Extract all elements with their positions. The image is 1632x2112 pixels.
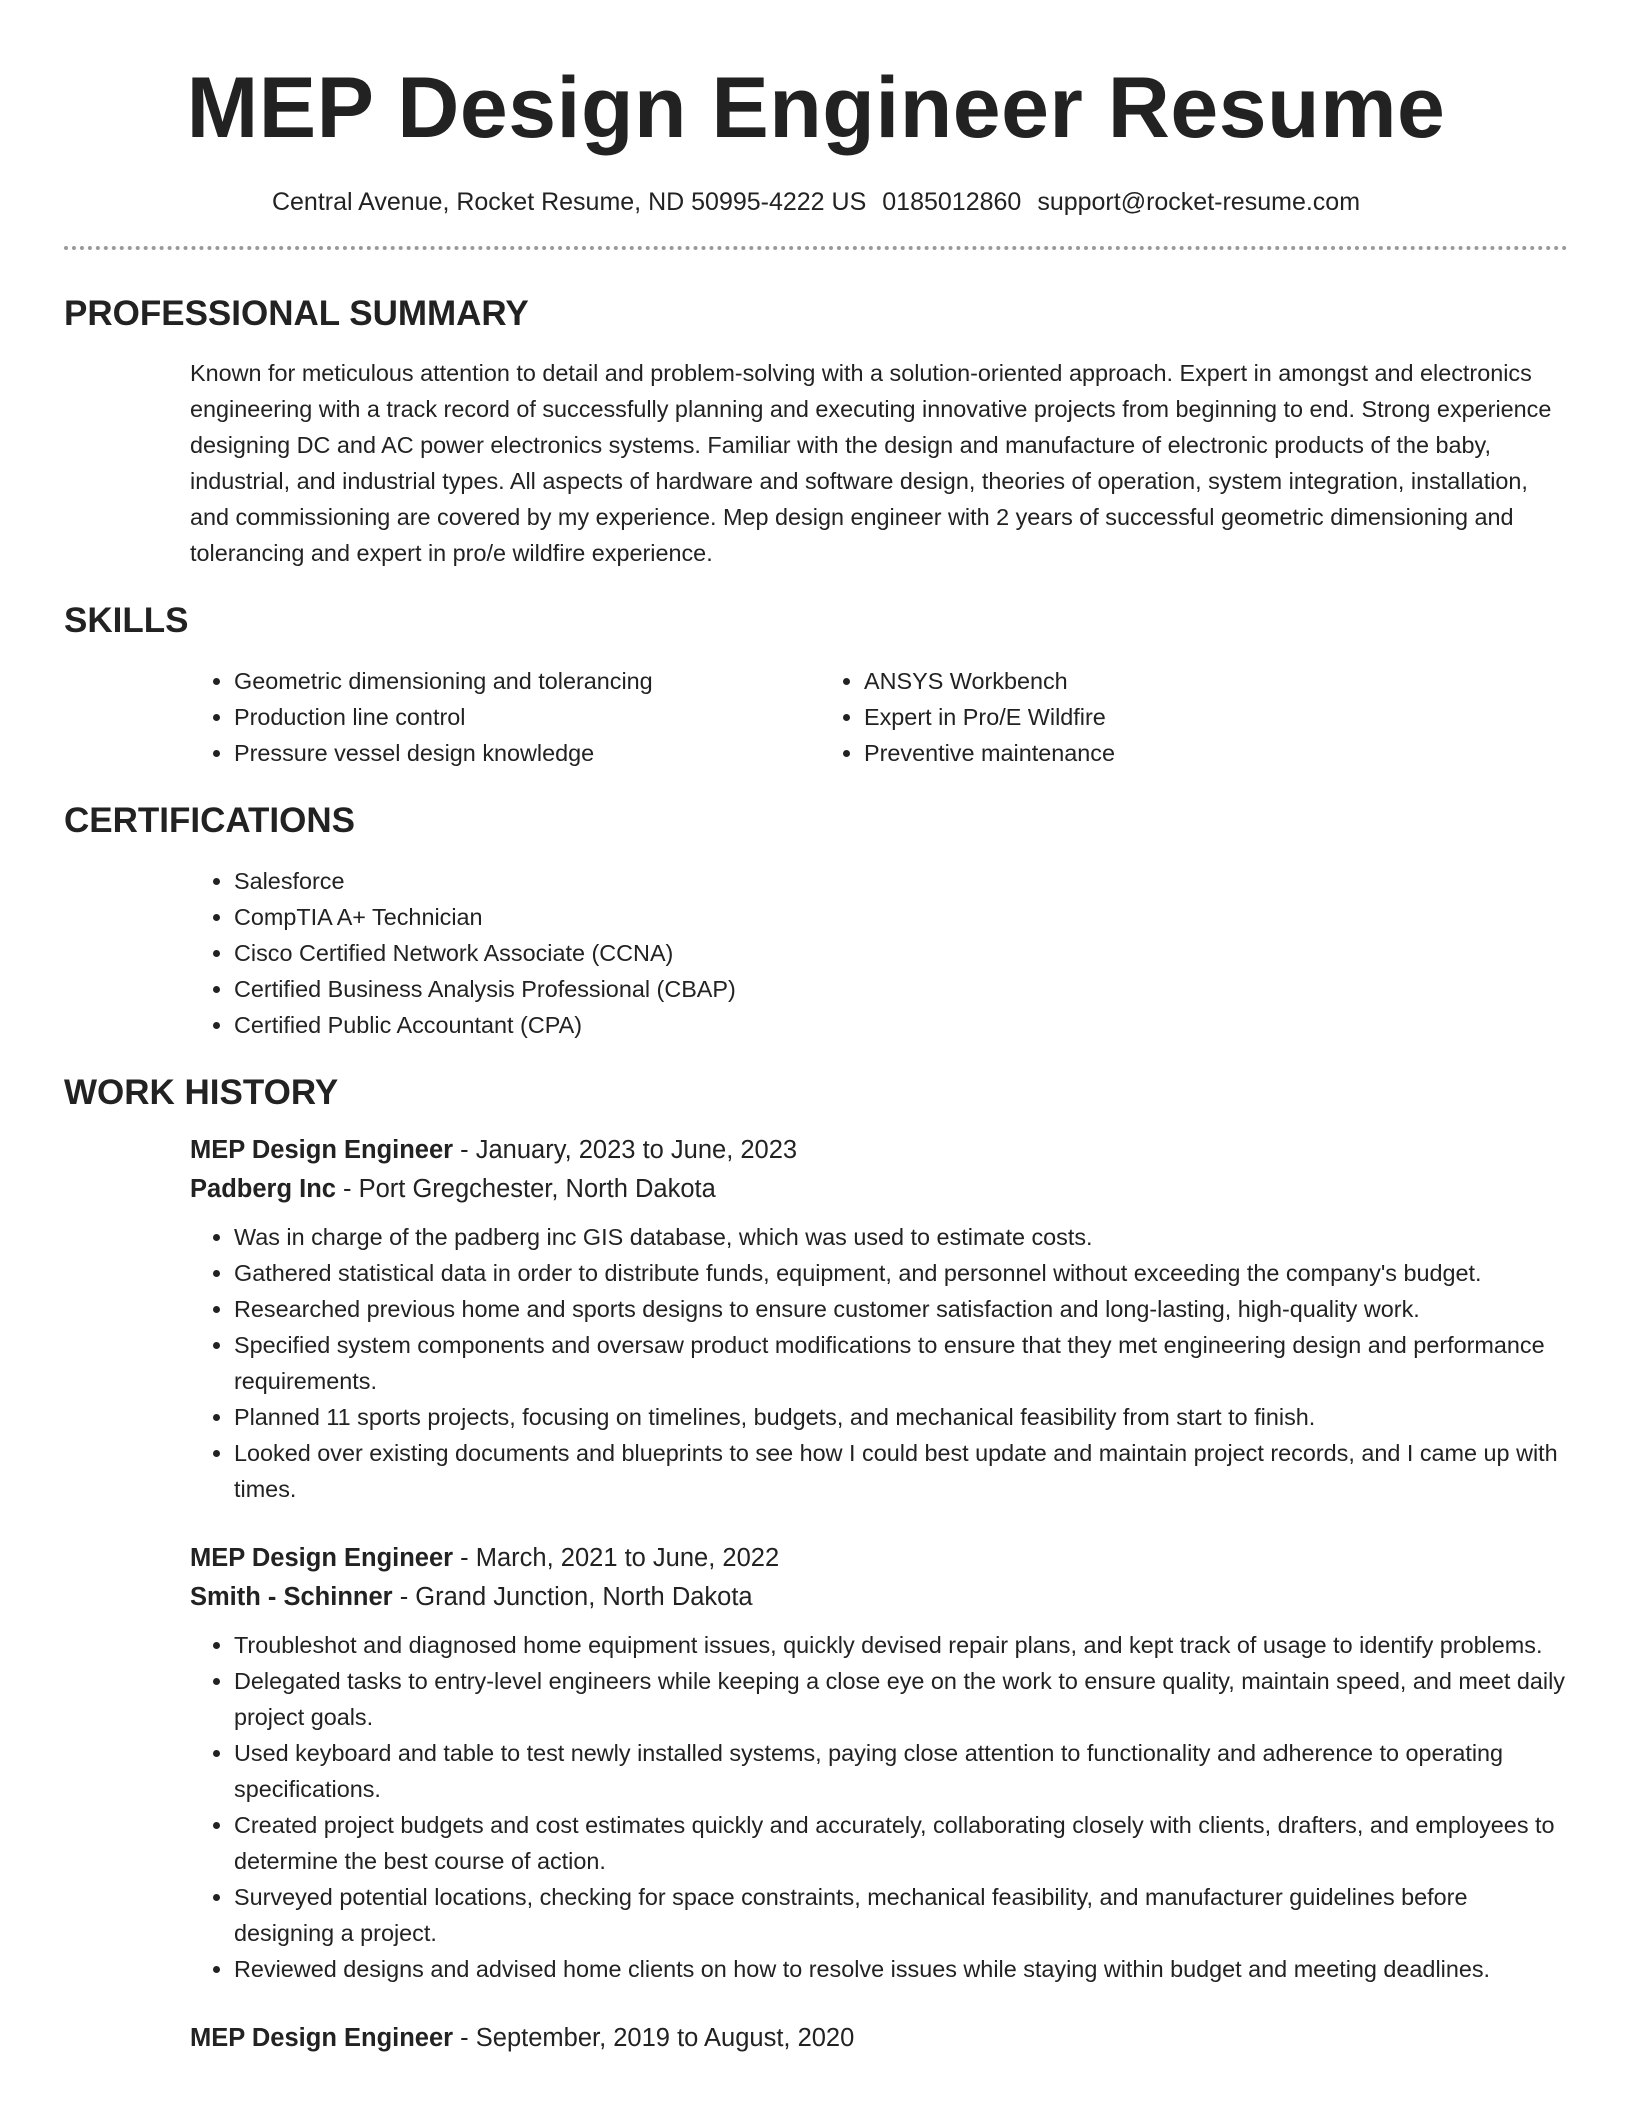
list-item: • Salesforce — [234, 863, 1568, 899]
summary-section — [64, 294, 1568, 571]
job-entry — [64, 1539, 1568, 1987]
job-bullets — [64, 1219, 1568, 1507]
list-item: • ANSYS Workbench — [864, 663, 1464, 699]
skills-list-right — [694, 663, 1464, 771]
list-item: • Certified Business Analysis Professional (CBAP) — [234, 971, 1568, 1007]
job-dates: - March, 2021 to June, 2022 — [453, 1544, 780, 1572]
job-location: - Grand Junction, North Dakota — [392, 1583, 753, 1611]
list-item: • Specified system components and oversaw product modifications to ensure that they met engineering design and performance requirements. — [234, 1327, 1568, 1399]
list-item: • Gathered statistical data in order to distribute funds, equipment, and personnel without exceeding the company's budget. — [234, 1255, 1568, 1291]
contact-address: Central Avenue, Rocket Resume, ND 50995-4222 US — [271, 188, 867, 216]
job-entry — [64, 2019, 1568, 2058]
list-item: • Certified Public Accountant (CPA) — [234, 1007, 1568, 1043]
job-title-line — [190, 1131, 1568, 1170]
job-title: MEP Design Engineer — [190, 2024, 454, 2052]
list-item: • Used keyboard and table to test newly installed systems, paying close attention to functionality and adherence to operating specifications. — [234, 1735, 1568, 1807]
skills-grid — [64, 663, 1568, 771]
list-item: • Planned 11 sports projects, focusing on timelines, budgets, and mechanical feasibility from start to finish. — [234, 1399, 1568, 1435]
work-history-heading: WORK HISTORY — [64, 1073, 339, 1112]
list-item: • Surveyed potential locations, checking for space constraints, mechanical feasibility, and manufacturer guidelines before designing a project. — [234, 1879, 1568, 1951]
job-title-line — [190, 1539, 1568, 1578]
job-entry — [64, 1131, 1568, 1507]
list-item: • CompTIA A+ Technician — [234, 899, 1568, 935]
job-title: MEP Design Engineer — [190, 1136, 454, 1164]
summary-text: Known for meticulous attention to detail and problem-solving with a solution-oriented approach. Expert in amongst and electronics engineering with a track record of successfully planning and executing innovative projects from beginning to end. Strong experience designing DC and AC power electronics systems. Familiar with the design and manufacture of electronic products of the baby, industrial, and industrial types. All aspects of hardware and software design, theories of operation, system integration, installation, and commissioning are covered by my experience. Mep design engineer with 2 years of successful geometric dimensioning and tolerancing and expert in pro/e wildfire experience. — [190, 360, 1552, 566]
job-company: Smith - Schinner — [190, 1583, 393, 1611]
job-bullets — [64, 1627, 1568, 1987]
list-item: • Delegated tasks to entry-level engineers while keeping a close eye on the work to ensure quality, maintain speed, and meet daily project goals. — [234, 1663, 1568, 1735]
list-item: • Reviewed designs and advised home clients on how to resolve issues while staying within budget and meeting deadlines. — [234, 1951, 1568, 1987]
skills-heading: SKILLS — [64, 601, 189, 640]
contact-line — [64, 186, 1568, 218]
contact-phone: 0185012860 — [882, 188, 1022, 216]
skills-section — [64, 601, 1568, 771]
job-dates: - January, 2023 to June, 2023 — [453, 1136, 798, 1164]
list-item: • Created project budgets and cost estimates quickly and accurately, collaborating closely with clients, drafters, and employees to determine the best course of action. — [234, 1807, 1568, 1879]
header-divider — [64, 246, 1568, 250]
job-location: - Port Gregchester, North Dakota — [335, 1175, 716, 1203]
list-item: • Geometric dimensioning and tolerancing — [234, 663, 744, 699]
page-title: MEP Design Engineer Resume — [186, 60, 1446, 156]
job-company-line — [190, 1578, 1568, 1617]
list-item: • Researched previous home and sports designs to ensure customer satisfaction and long-lasting, high-quality work. — [234, 1291, 1568, 1327]
skills-list-left — [64, 663, 744, 771]
list-item: • Expert in Pro/E Wildfire — [864, 699, 1464, 735]
job-company-line — [190, 1170, 1568, 1209]
list-item: • Preventive maintenance — [864, 735, 1464, 771]
list-item: • Production line control — [234, 699, 744, 735]
summary-heading: PROFESSIONAL SUMMARY — [64, 294, 529, 333]
certifications-heading: CERTIFICATIONS — [64, 801, 356, 840]
work-history-section — [64, 1073, 1568, 2058]
list-item: • Troubleshot and diagnosed home equipment issues, quickly devised repair plans, and kept track of usage to identify problems. — [234, 1627, 1568, 1663]
job-title-line — [190, 2019, 1568, 2058]
job-dates: - September, 2019 to August, 2020 — [453, 2024, 855, 2052]
contact-email: support@rocket-resume.com — [1037, 188, 1361, 216]
list-item: • Looked over existing documents and blueprints to see how I could best update and maintain project records, and I came up with times. — [234, 1435, 1568, 1507]
list-item: • Was in charge of the padberg inc GIS database, which was used to estimate costs. — [234, 1219, 1568, 1255]
certifications-list — [64, 863, 1568, 1043]
job-title: MEP Design Engineer — [190, 1544, 454, 1572]
list-item: • Pressure vessel design knowledge — [234, 735, 744, 771]
job-company: Padberg Inc — [190, 1175, 336, 1203]
list-item: • Cisco Certified Network Associate (CCNA) — [234, 935, 1568, 971]
certifications-section — [64, 801, 1568, 1043]
resume-page — [64, 0, 1568, 2058]
